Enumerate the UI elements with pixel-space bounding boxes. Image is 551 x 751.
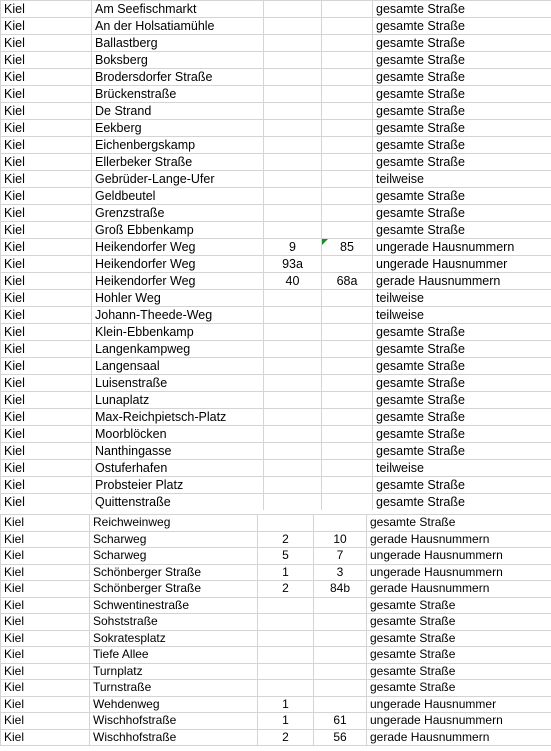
city-cell[interactable]: Kiel [1, 86, 92, 103]
to-number-cell[interactable]: 85 [322, 239, 373, 256]
street-cell[interactable]: Wischhofstraße [90, 729, 258, 746]
table-row [1, 375, 551, 392]
scope-cell[interactable]: ungerade Hausnummern [367, 548, 551, 565]
table-row [1, 443, 551, 460]
to-number-cell[interactable] [314, 515, 367, 532]
from-number-cell[interactable] [264, 52, 322, 69]
street-cell[interactable]: Probsteier Platz [92, 477, 264, 494]
table-row [1, 222, 551, 239]
city-cell[interactable]: Kiel [1, 614, 90, 631]
city-cell[interactable]: Kiel [1, 443, 92, 460]
street-cell[interactable]: Quittenstraße [92, 494, 264, 511]
table-row [1, 69, 551, 86]
scope-cell[interactable]: gesamte Straße [373, 358, 551, 375]
table-row [1, 324, 551, 341]
from-number-cell[interactable] [258, 597, 314, 614]
street-cell[interactable]: Schwentinestraße [90, 597, 258, 614]
scope-cell[interactable]: gesamte Straße [367, 614, 551, 631]
scope-cell[interactable]: gesamte Straße [373, 494, 551, 511]
city-cell[interactable]: Kiel [1, 307, 92, 324]
to-number-cell[interactable]: 10 [314, 531, 367, 548]
city-cell[interactable]: Kiel [1, 375, 92, 392]
scope-cell[interactable]: gesamte Straße [367, 663, 551, 680]
from-number-cell[interactable] [258, 663, 314, 680]
scope-cell[interactable]: gesamte Straße [373, 154, 551, 171]
street-cell[interactable]: Heikendorfer Weg [92, 273, 264, 290]
street-cell[interactable]: Eekberg [92, 120, 264, 137]
to-number-cell[interactable] [322, 137, 373, 154]
to-number-cell[interactable] [322, 1, 373, 18]
scope-cell[interactable]: teilweise [373, 290, 551, 307]
city-cell[interactable]: Kiel [1, 392, 92, 409]
to-number-cell[interactable] [322, 171, 373, 188]
table-row [1, 426, 551, 443]
city-cell[interactable]: Kiel [1, 52, 92, 69]
table-row [1, 341, 551, 358]
city-cell[interactable]: Kiel [1, 477, 92, 494]
table-row [1, 171, 551, 188]
city-cell[interactable]: Kiel [1, 103, 92, 120]
city-cell[interactable]: Kiel [1, 647, 90, 664]
scope-cell[interactable]: gesamte Straße [373, 120, 551, 137]
from-number-cell[interactable] [264, 409, 322, 426]
to-number-cell[interactable] [322, 86, 373, 103]
table-row [1, 256, 551, 273]
scope-cell[interactable]: teilweise [373, 307, 551, 324]
city-cell[interactable]: Kiel [1, 548, 90, 565]
scope-cell[interactable]: gesamte Straße [373, 52, 551, 69]
street-cell[interactable]: Scharweg [90, 531, 258, 548]
from-number-cell[interactable]: 2 [258, 581, 314, 598]
street-cell[interactable]: Tiefe Allee [90, 647, 258, 664]
from-number-cell[interactable] [258, 630, 314, 647]
from-number-cell[interactable] [264, 222, 322, 239]
city-cell[interactable]: Kiel [1, 680, 90, 697]
street-cell[interactable]: Turnplatz [90, 663, 258, 680]
scope-cell[interactable]: gesamte Straße [367, 680, 551, 697]
to-number-cell[interactable] [322, 69, 373, 86]
scope-cell[interactable]: gesamte Straße [373, 205, 551, 222]
to-number-cell[interactable]: 61 [314, 713, 367, 730]
street-cell[interactable]: Langensaal [92, 358, 264, 375]
street-cell[interactable]: Klein-Ebbenkamp [92, 324, 264, 341]
to-number-cell[interactable] [322, 426, 373, 443]
to-number-cell[interactable]: 7 [314, 548, 367, 565]
to-number-cell[interactable] [322, 443, 373, 460]
from-number-cell[interactable] [264, 460, 322, 477]
table-row [1, 460, 551, 477]
to-number-cell[interactable]: 3 [314, 564, 367, 581]
from-number-cell[interactable] [264, 341, 322, 358]
table-row [1, 52, 551, 69]
city-cell[interactable]: Kiel [1, 515, 90, 532]
street-cell[interactable]: Heikendorfer Weg [92, 239, 264, 256]
from-number-cell[interactable] [264, 324, 322, 341]
to-number-cell[interactable] [322, 154, 373, 171]
from-number-cell[interactable] [258, 680, 314, 697]
street-cell[interactable]: Wischhofstraße [90, 713, 258, 730]
from-number-cell[interactable]: 5 [258, 548, 314, 565]
from-number-cell[interactable] [264, 171, 322, 188]
to-number-cell[interactable] [322, 375, 373, 392]
from-number-cell[interactable] [264, 358, 322, 375]
from-number-cell[interactable]: 2 [258, 729, 314, 746]
street-cell[interactable]: Schönberger Straße [90, 564, 258, 581]
street-cell[interactable]: Groß Ebbenkamp [92, 222, 264, 239]
table-row [1, 477, 551, 494]
scope-cell[interactable]: gesamte Straße [373, 86, 551, 103]
table-row [1, 273, 551, 290]
from-number-cell[interactable]: 1 [258, 696, 314, 713]
table-row [1, 307, 551, 324]
from-number-cell[interactable] [264, 205, 322, 222]
street-cell[interactable]: Brückenstraße [92, 86, 264, 103]
street-cell[interactable]: Max-Reichpietsch-Platz [92, 409, 264, 426]
to-number-cell[interactable] [314, 597, 367, 614]
city-cell[interactable]: Kiel [1, 531, 90, 548]
street-cell[interactable]: Boksberg [92, 52, 264, 69]
city-cell[interactable]: Kiel [1, 696, 90, 713]
street-cell[interactable]: Luisenstraße [92, 375, 264, 392]
street-cell[interactable]: Ostuferhafen [92, 460, 264, 477]
from-number-cell[interactable] [264, 137, 322, 154]
city-cell[interactable]: Kiel [1, 564, 90, 581]
street-cell[interactable]: Langenkampweg [92, 341, 264, 358]
scope-cell[interactable]: gesamte Straße [367, 647, 551, 664]
table-row [1, 1, 551, 18]
to-number-cell[interactable] [322, 341, 373, 358]
from-number-cell[interactable] [264, 18, 322, 35]
scope-cell[interactable]: gesamte Straße [373, 375, 551, 392]
city-cell[interactable]: Kiel [1, 324, 92, 341]
to-number-cell[interactable] [322, 103, 373, 120]
scope-cell[interactable]: gerade Hausnummern [373, 273, 551, 290]
city-cell[interactable]: Kiel [1, 205, 92, 222]
scope-cell[interactable]: gesamte Straße [373, 477, 551, 494]
table-row [1, 696, 551, 713]
table-row [1, 713, 551, 730]
street-cell[interactable]: Brodersdorfer Straße [92, 69, 264, 86]
table-row [1, 680, 551, 697]
scope-cell[interactable]: gesamte Straße [373, 324, 551, 341]
from-number-cell[interactable] [264, 103, 322, 120]
from-number-cell[interactable] [264, 154, 322, 171]
from-number-cell[interactable]: 93a [264, 256, 322, 273]
street-cell[interactable]: An der Holsatiamühle [92, 18, 264, 35]
from-number-cell[interactable]: 9 [264, 239, 322, 256]
comment-indicator [322, 239, 328, 245]
city-cell[interactable]: Kiel [1, 18, 92, 35]
scope-cell[interactable]: gesamte Straße [367, 597, 551, 614]
table-row [1, 86, 551, 103]
table-row [1, 188, 551, 205]
city-cell[interactable]: Kiel [1, 426, 92, 443]
to-number-cell[interactable] [322, 477, 373, 494]
to-number-cell[interactable] [314, 630, 367, 647]
street-cell[interactable]: Hohler Weg [92, 290, 264, 307]
table-row [1, 531, 551, 548]
to-number-cell[interactable] [314, 680, 367, 697]
street-cell[interactable]: Moorblöcken [92, 426, 264, 443]
to-number-cell[interactable] [322, 205, 373, 222]
to-number-cell[interactable] [322, 18, 373, 35]
from-number-cell[interactable] [264, 1, 322, 18]
street-cell[interactable]: Reichweinweg [90, 515, 258, 532]
from-number-cell[interactable] [264, 477, 322, 494]
table-row [1, 239, 551, 256]
to-number-cell[interactable] [322, 120, 373, 137]
street-cell[interactable]: Am Seefischmarkt [92, 1, 264, 18]
street-cell[interactable]: Gebrüder-Lange-Ufer [92, 171, 264, 188]
from-number-cell[interactable] [264, 188, 322, 205]
street-cell[interactable]: Wehdenweg [90, 696, 258, 713]
from-number-cell[interactable] [264, 290, 322, 307]
table-row [1, 205, 551, 222]
city-cell[interactable]: Kiel [1, 630, 90, 647]
scope-cell[interactable]: gesamte Straße [373, 69, 551, 86]
city-cell[interactable]: Kiel [1, 171, 92, 188]
to-number-cell[interactable] [322, 358, 373, 375]
table-row [1, 290, 551, 307]
table-row [1, 597, 551, 614]
to-number-cell[interactable] [314, 663, 367, 680]
to-number-cell[interactable] [322, 494, 373, 511]
street-cell[interactable]: Schönberger Straße [90, 581, 258, 598]
scope-cell[interactable]: gesamte Straße [373, 137, 551, 154]
from-number-cell[interactable] [264, 35, 322, 52]
street-cell[interactable]: Eichenbergskamp [92, 137, 264, 154]
city-cell[interactable]: Kiel [1, 341, 92, 358]
street-cell[interactable]: Geldbeutel [92, 188, 264, 205]
table-row [1, 18, 551, 35]
table-row [1, 154, 551, 171]
scope-cell[interactable]: gerade Hausnummern [367, 581, 551, 598]
table-row [1, 581, 551, 598]
to-number-cell[interactable] [322, 290, 373, 307]
to-number-cell[interactable] [322, 392, 373, 409]
table-row [1, 35, 551, 52]
city-cell[interactable]: Kiel [1, 1, 92, 18]
city-cell[interactable]: Kiel [1, 137, 92, 154]
scope-cell[interactable]: gesamte Straße [373, 1, 551, 18]
table-row [1, 515, 551, 532]
scope-cell[interactable]: gesamte Straße [373, 409, 551, 426]
table-row [1, 614, 551, 631]
to-number-cell[interactable] [322, 324, 373, 341]
scope-cell[interactable]: ungerade Hausnummer [367, 696, 551, 713]
street-cell[interactable]: Heikendorfer Weg [92, 256, 264, 273]
table-row [1, 103, 551, 120]
scope-cell[interactable]: gesamte Straße [373, 188, 551, 205]
table-row [1, 663, 551, 680]
city-cell[interactable]: Kiel [1, 663, 90, 680]
from-number-cell[interactable]: 1 [258, 713, 314, 730]
from-number-cell[interactable] [264, 69, 322, 86]
street-cell[interactable]: Lunaplatz [92, 392, 264, 409]
street-cell[interactable]: De Strand [92, 103, 264, 120]
table-row [1, 409, 551, 426]
to-number-cell[interactable]: 68a [322, 273, 373, 290]
table-row [1, 494, 551, 511]
street-cell[interactable]: Ballastberg [92, 35, 264, 52]
street-cell[interactable]: Turnstraße [90, 680, 258, 697]
scope-cell[interactable]: ungerade Hausnummern [373, 239, 551, 256]
city-cell[interactable]: Kiel [1, 494, 92, 511]
to-number-cell[interactable]: 56 [314, 729, 367, 746]
city-cell[interactable]: Kiel [1, 581, 90, 598]
from-number-cell[interactable] [264, 494, 322, 511]
from-number-cell[interactable] [258, 647, 314, 664]
from-number-cell[interactable] [264, 443, 322, 460]
scope-cell[interactable]: gesamte Straße [373, 222, 551, 239]
city-cell[interactable]: Kiel [1, 273, 92, 290]
scope-cell[interactable]: gesamte Straße [373, 392, 551, 409]
scope-cell[interactable]: ungerade Hausnummern [367, 713, 551, 730]
street-cell[interactable]: Johann-Theede-Weg [92, 307, 264, 324]
table-row [1, 548, 551, 565]
city-cell[interactable]: Kiel [1, 256, 92, 273]
street-cell[interactable]: Ellerbeker Straße [92, 154, 264, 171]
to-number-cell[interactable] [314, 614, 367, 631]
from-number-cell[interactable]: 40 [264, 273, 322, 290]
from-number-cell[interactable] [264, 426, 322, 443]
to-number-cell[interactable] [322, 256, 373, 273]
street-cell[interactable]: Nanthingasse [92, 443, 264, 460]
city-cell[interactable]: Kiel [1, 239, 92, 256]
city-cell[interactable]: Kiel [1, 120, 92, 137]
scope-cell[interactable]: teilweise [373, 171, 551, 188]
table-row [1, 564, 551, 581]
to-number-cell[interactable] [322, 35, 373, 52]
to-number-cell[interactable]: 84b [314, 581, 367, 598]
street-cell[interactable]: Sohststraße [90, 614, 258, 631]
scope-cell[interactable]: teilweise [373, 460, 551, 477]
scope-cell[interactable]: gerade Hausnummern [367, 729, 551, 746]
table-row [1, 358, 551, 375]
city-cell[interactable]: Kiel [1, 597, 90, 614]
table-row [1, 392, 551, 409]
scope-cell[interactable]: gesamte Straße [373, 35, 551, 52]
to-number-cell[interactable] [314, 647, 367, 664]
city-cell[interactable]: Kiel [1, 729, 90, 746]
street-cell[interactable]: Scharweg [90, 548, 258, 565]
street-table-bottom [0, 514, 551, 746]
table-row [1, 647, 551, 664]
from-number-cell[interactable] [264, 375, 322, 392]
city-cell[interactable]: Kiel [1, 409, 92, 426]
city-cell[interactable]: Kiel [1, 460, 92, 477]
table-row [1, 630, 551, 647]
table-row [1, 729, 551, 746]
city-cell[interactable]: Kiel [1, 290, 92, 307]
to-number-cell[interactable] [314, 696, 367, 713]
from-number-cell[interactable]: 2 [258, 531, 314, 548]
city-cell[interactable]: Kiel [1, 222, 92, 239]
from-number-cell[interactable] [258, 515, 314, 532]
city-cell[interactable]: Kiel [1, 35, 92, 52]
city-cell[interactable]: Kiel [1, 713, 90, 730]
city-cell[interactable]: Kiel [1, 69, 92, 86]
to-number-cell[interactable] [322, 52, 373, 69]
street-cell[interactable]: Grenzstraße [92, 205, 264, 222]
to-number-cell[interactable] [322, 460, 373, 477]
from-number-cell[interactable] [264, 120, 322, 137]
scope-cell[interactable]: gesamte Straße [373, 426, 551, 443]
from-number-cell[interactable]: 1 [258, 564, 314, 581]
scope-cell[interactable]: ungerade Hausnummer [373, 256, 551, 273]
from-number-cell[interactable] [264, 307, 322, 324]
scope-cell[interactable]: ungerade Hausnummern [367, 564, 551, 581]
scope-cell[interactable]: gesamte Straße [373, 443, 551, 460]
from-number-cell[interactable] [264, 86, 322, 103]
scope-cell[interactable]: gesamte Straße [373, 18, 551, 35]
street-cell[interactable]: Sokratesplatz [90, 630, 258, 647]
scope-cell[interactable]: gesamte Straße [367, 630, 551, 647]
scope-cell[interactable]: gesamte Straße [367, 515, 551, 532]
scope-cell[interactable]: gerade Hausnummern [367, 531, 551, 548]
city-cell[interactable]: Kiel [1, 154, 92, 171]
scope-cell[interactable]: gesamte Straße [373, 103, 551, 120]
table-row [1, 120, 551, 137]
city-cell[interactable]: Kiel [1, 358, 92, 375]
city-cell[interactable]: Kiel [1, 188, 92, 205]
scope-cell[interactable]: gesamte Straße [373, 341, 551, 358]
from-number-cell[interactable] [264, 392, 322, 409]
table-row [1, 137, 551, 154]
to-number-cell[interactable] [322, 188, 373, 205]
from-number-cell[interactable] [258, 614, 314, 631]
to-number-cell[interactable] [322, 409, 373, 426]
to-number-cell[interactable] [322, 307, 373, 324]
to-number-cell[interactable] [322, 222, 373, 239]
